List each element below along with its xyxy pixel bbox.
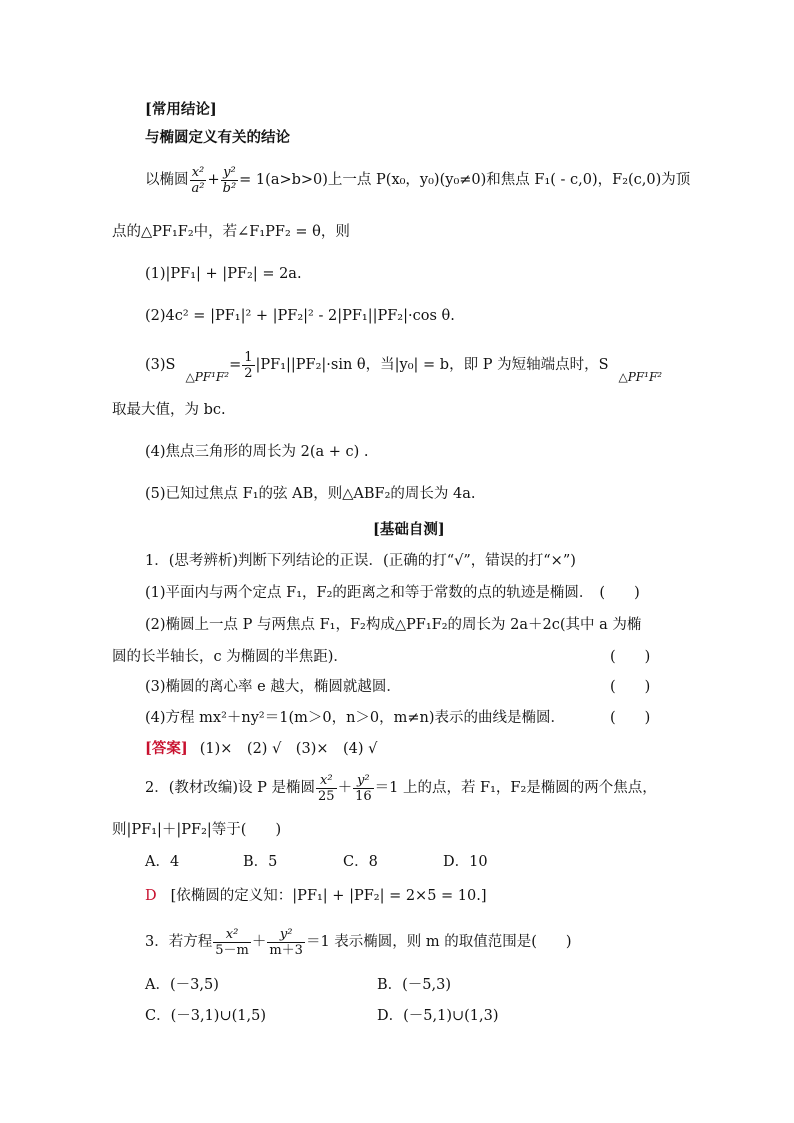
conclusion-3-tail: 取最大值，为 bc. (112, 402, 226, 418)
section-heading-self-test: [基础自测] (373, 521, 445, 538)
frac-den: m＋3 (269, 942, 303, 958)
fraction-x2-5-minus-m (213, 927, 251, 958)
q2-option-b: B．5 (243, 854, 278, 870)
q3-option-d: D．(－5,1)∪(1,3) (377, 1008, 499, 1024)
q3-option-b: B．(－5,3) (377, 977, 452, 993)
answer-text: (1)× (2) √ (3)× (4) √ (199, 741, 378, 757)
fraction-x2-a2 (190, 165, 207, 196)
frac-num: y² (353, 773, 374, 789)
q3-option-a: A．(－3,5) (145, 977, 219, 993)
equals-sign: = (229, 357, 242, 373)
fraction-one-half (242, 350, 254, 381)
q3-stem-a: 3．若方程 (145, 934, 213, 950)
frac-num: x² (213, 927, 251, 943)
fraction-x2-25 (316, 773, 337, 804)
frac-den: 5－m (215, 942, 249, 958)
section-heading-common-conclusions: [常用结论] (145, 101, 217, 118)
subheading: 与椭圆定义有关的结论 (145, 129, 290, 146)
fraction-y2-b2 (221, 165, 239, 196)
frac-den: b² (222, 180, 237, 196)
q2-stem-c: 则|PF₁|＋|PF₂|等于( ) (112, 822, 282, 838)
q2-option-c: C．8 (343, 854, 378, 870)
q1-statement-2b: 圆的长半轴长，c 为椭圆的半焦距)． (112, 649, 348, 665)
answer-tag: [答案] (145, 740, 188, 757)
q1-answer (145, 739, 377, 759)
q2-stem (145, 768, 657, 808)
answer-explanation: [依椭圆的定义知：|PF₁| + |PF₂| = 2×5 = 10.] (170, 888, 487, 904)
intro-text-b: = 1(a>b>0)上一点 P(x₀，y₀)(y₀≠0)和焦点 F₁( - c,0)，F₂(c,0)为顶 (239, 172, 691, 188)
q1-stem: 1．(思考辨析)判断下列结论的正误．(正确的打“√”，错误的打“×”) (145, 553, 576, 569)
answer-blank: ( ) (610, 679, 651, 695)
answer-blank: ( ) (610, 710, 651, 726)
frac-den: 25 (318, 788, 335, 804)
frac-num: 1 (244, 349, 253, 365)
statement-text: (1)平面内与两个定点 F₁，F₂的距离之和等于常数的点的轨迹是椭圆． (145, 585, 594, 601)
plus-sign: ＋ (251, 934, 267, 950)
frac-den: 2 (244, 365, 253, 381)
conclusion-2: (2)4c² = |PF₁|² + |PF₂|² - 2|PF₁||PF₂|·cos θ. (145, 308, 455, 324)
q3-option-c: C．(－3,1)∪(1,5) (145, 1008, 266, 1024)
area-subscript: △PF¹F² (185, 370, 230, 384)
q2-stem-b: ＝1 上的点，若 F₁，F₂是椭圆的两个焦点， (374, 780, 657, 796)
q1-statement-3: (3)椭圆的离心率 e 越大，椭圆就越圆． (145, 679, 401, 695)
conclusion-3-text: |PF₁||PF₂|·sin θ，当|y₀| = b，即 P 为短轴端点时，S (255, 357, 609, 373)
area-subscript-2: △PF¹F² (618, 370, 663, 384)
q2-option-a: A．4 (145, 854, 180, 870)
conclusion-1: (1)|PF₁| + |PF₂| = 2a. (145, 266, 302, 282)
fraction-y2-16 (353, 773, 374, 804)
frac-num: x² (190, 165, 207, 181)
q1-statement-2a: (2)椭圆上一点 P 与两焦点 F₁，F₂构成△PF₁F₂的周长为 2a＋2c(其中 a 为椭 (145, 617, 642, 633)
conclusion-3 (145, 346, 662, 384)
intro-line (145, 160, 690, 200)
intro-line-2: 点的△PF₁F₂中，若∠F₁PF₂ = θ，则 (112, 224, 350, 240)
frac-num: x² (316, 773, 337, 789)
q2-answer (145, 886, 487, 906)
frac-den: a² (191, 180, 205, 196)
q2-stem-a: 2．(教材改编)设 P 是椭圆 (145, 780, 316, 796)
q3-stem-b: ＝1 表示椭圆，则 m 的取值范围是( ) (305, 934, 572, 950)
q2-option-d: D．10 (443, 854, 488, 870)
fraction-y2-m-plus-3 (267, 927, 305, 958)
intro-text-a: 以椭圆 (145, 172, 189, 188)
answer-blank: ( ) (610, 649, 651, 665)
answer-blank: ( ) (599, 585, 640, 601)
frac-num: y² (267, 927, 305, 943)
frac-num: y² (221, 165, 239, 181)
answer-letter: D (145, 888, 157, 904)
q1-statement-1 (145, 583, 639, 603)
area-symbol: (3)S (145, 357, 176, 373)
q1-statement-4: (4)方程 mx²＋ny²＝1(m＞0，n＞0，m≠n)表示的曲线是椭圆． (145, 710, 566, 726)
conclusion-5: (5)已知过焦点 F₁的弦 AB，则△ABF₂的周长为 4a. (145, 486, 476, 502)
q3-stem (145, 921, 572, 963)
conclusion-4: (4)焦点三角形的周长为 2(a + c) . (145, 444, 369, 460)
frac-den: 16 (355, 788, 372, 804)
plus-sign: + (207, 172, 220, 188)
plus-sign: ＋ (337, 780, 353, 796)
